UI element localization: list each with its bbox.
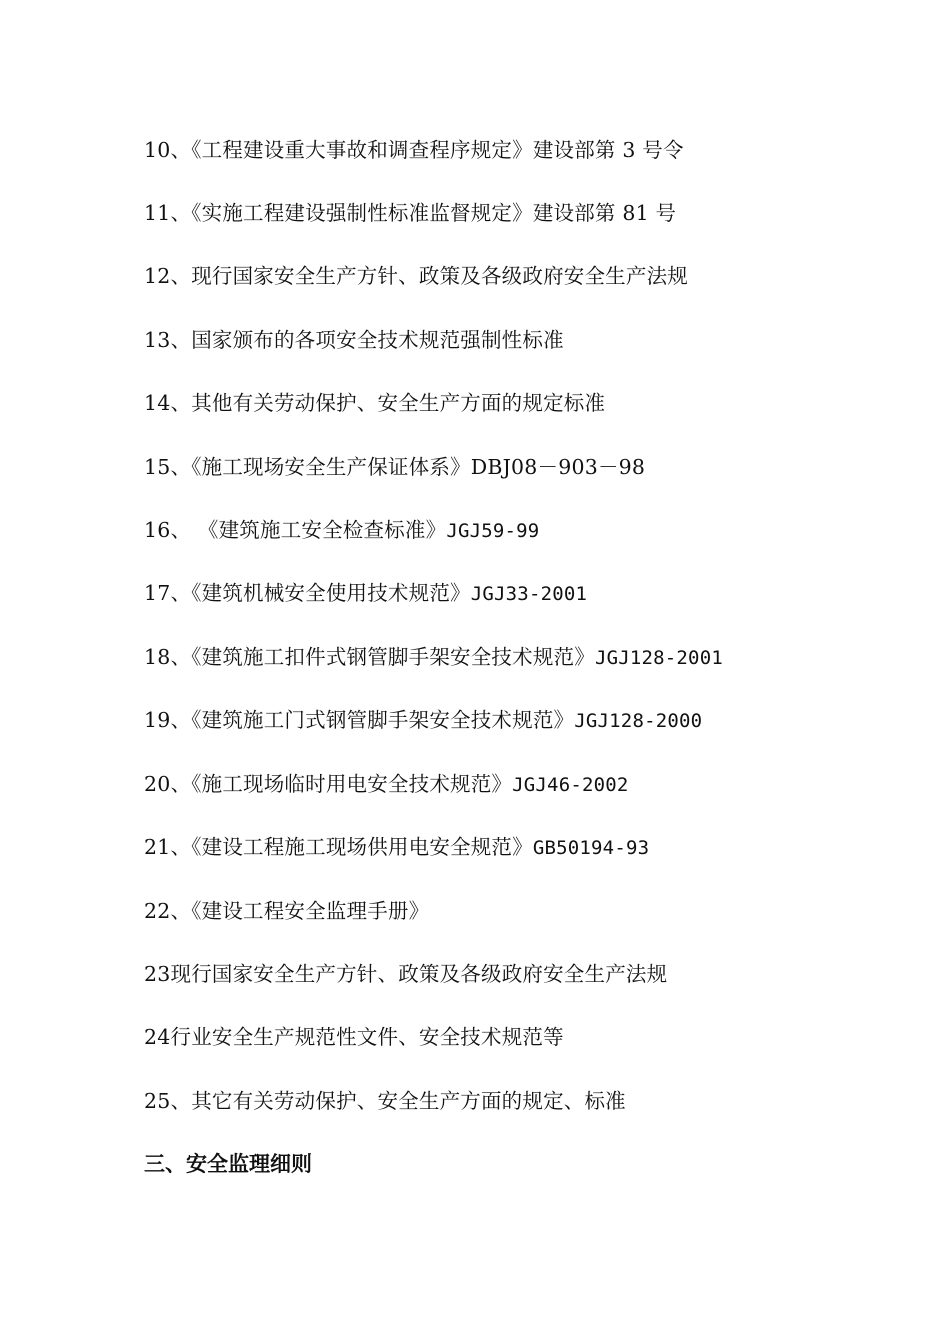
list-item	[144, 390, 605, 417]
item-text: 《施工现场安全生产保证体系》DBJ08－903－98	[191, 455, 646, 479]
item-number: 22、	[144, 899, 192, 923]
item-number: 13、	[144, 328, 192, 352]
item-number: 24	[144, 1025, 171, 1049]
list-item	[144, 644, 723, 671]
item-number: 14、	[144, 391, 192, 415]
list-item	[144, 454, 645, 481]
item-number: 25、	[144, 1089, 192, 1113]
item-text: 现行国家安全生产方针、政策及各级政府安全生产法规	[170, 962, 668, 986]
item-text: 行业安全生产规范性文件、安全技术规范等	[170, 1025, 564, 1049]
item-number: 15、	[144, 455, 192, 479]
item-text: 国家颁布的各项安全技术规范强制性标准	[191, 328, 564, 352]
list-item	[144, 580, 587, 607]
item-number: 12、	[144, 264, 192, 288]
list-item	[144, 898, 429, 925]
list-item	[144, 771, 629, 798]
item-text: 其它有关劳动保护、安全生产方面的规定、标准	[191, 1089, 626, 1113]
item-text: 《工程建设重大事故和调查程序规定》建设部第 3 号令	[191, 138, 684, 162]
list-item	[144, 707, 702, 734]
item-code: JGJ128-2001	[594, 647, 723, 669]
list-item	[144, 517, 539, 544]
item-code: JGJ59-99	[446, 520, 540, 542]
item-number: 10、	[144, 138, 192, 162]
item-code: GB50194-93	[532, 837, 650, 859]
list-item	[144, 327, 564, 354]
item-number: 16、	[144, 518, 192, 542]
item-number: 18、	[144, 645, 192, 669]
item-text: 《建设工程施工现场供用电安全规范》	[191, 835, 533, 859]
section-heading: 三、安全监理细则	[144, 1152, 312, 1176]
item-code: JGJ46-2002	[512, 774, 629, 796]
list-item	[144, 961, 667, 988]
item-number: 19、	[144, 708, 192, 732]
list-item	[144, 834, 649, 861]
item-text: 《施工现场临时用电安全技术规范》	[191, 772, 513, 796]
item-text: 现行国家安全生产方针、政策及各级政府安全生产法规	[191, 264, 688, 288]
item-text: 《实施工程建设强制性标准监督规定》建设部第 81 号	[191, 201, 677, 225]
list-item	[144, 263, 688, 290]
item-number: 11、	[144, 201, 192, 225]
item-text: 其他有关劳动保护、安全生产方面的规定标准	[191, 391, 606, 415]
item-number: 23	[144, 962, 171, 986]
item-code: JGJ33-2001	[470, 583, 588, 605]
item-number: 21、	[144, 835, 192, 859]
item-text: 《建筑施工门式钢管脚手架安全技术规范》	[191, 708, 575, 732]
item-number: 17、	[144, 581, 192, 605]
item-text: 《建筑施工扣件式钢管脚手架安全技术规范》	[191, 645, 595, 669]
item-number: 20、	[144, 772, 192, 796]
list-item	[144, 1088, 626, 1115]
item-text: 《建筑机械安全使用技术规范》	[191, 581, 471, 605]
item-text: 《建筑施工安全检查标准》	[191, 518, 447, 542]
item-text: 《建设工程安全监理手册》	[191, 899, 430, 923]
list-item	[144, 1024, 564, 1051]
list-item	[144, 137, 684, 164]
item-code: JGJ128-2000	[574, 710, 703, 732]
list-item	[144, 200, 676, 227]
